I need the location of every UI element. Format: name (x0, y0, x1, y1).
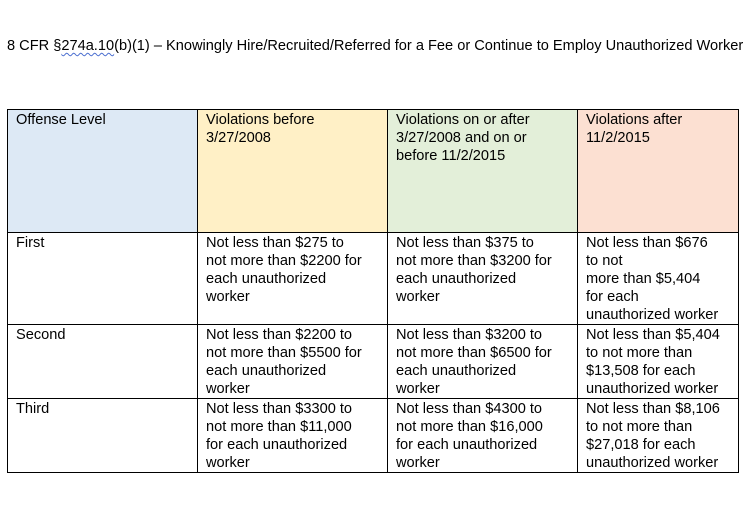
penalty-cell: Not less than $3200 to not more than $6500 for each unauthorized worker (388, 325, 578, 399)
table-row (8, 399, 739, 473)
penalty-cell: Not less than $8,106 to not more than $27,018 for each unauthorized worker (578, 399, 739, 473)
heading-section-spellcheck: 274a.10 (61, 38, 115, 54)
table-row (8, 233, 739, 325)
table-row (8, 325, 739, 399)
header-cell-before-2008: Violations before 3/27/2008 (198, 110, 388, 233)
penalty-table (7, 109, 739, 473)
penalty-cell: Not less than $4300 to not more than $16,000 for each unauthorized worker (388, 399, 578, 473)
heading-prefix: 8 CFR § (7, 38, 62, 54)
header-cell-2008-to-2015: Violations on or after 3/27/2008 and on or before 11/2/2015 (388, 110, 578, 233)
penalty-cell: Not less than $275 to not more than $2200 for each unauthorized worker (198, 233, 388, 325)
heading-rest: (b)(1) – Knowingly Hire/Recruited/Referred for a Fee or Continue to Employ Unauthorized Worker (114, 38, 744, 54)
penalty-cell: Not less than $2200 to not more than $5500 for each unauthorized worker (198, 325, 388, 399)
penalty-cell: Not less than $3300 to not more than $11,000 for each unauthorized worker (198, 399, 388, 473)
offense-level-cell: First (8, 233, 198, 325)
header-cell-after-2015: Violations after 11/2/2015 (578, 110, 739, 233)
penalty-cell: Not less than $5,404 to not more than $13,508 for each unauthorized worker (578, 325, 739, 399)
penalty-cell: Not less than $676 to not more than $5,404 for each unauthorized worker (578, 233, 739, 325)
table-header-row (8, 110, 739, 233)
offense-level-cell: Second (8, 325, 198, 399)
document-heading (7, 38, 752, 55)
offense-level-cell: Third (8, 399, 198, 473)
penalty-cell: Not less than $375 to not more than $3200 for each unauthorized worker (388, 233, 578, 325)
header-cell-offense-level: Offense Level (8, 110, 198, 233)
